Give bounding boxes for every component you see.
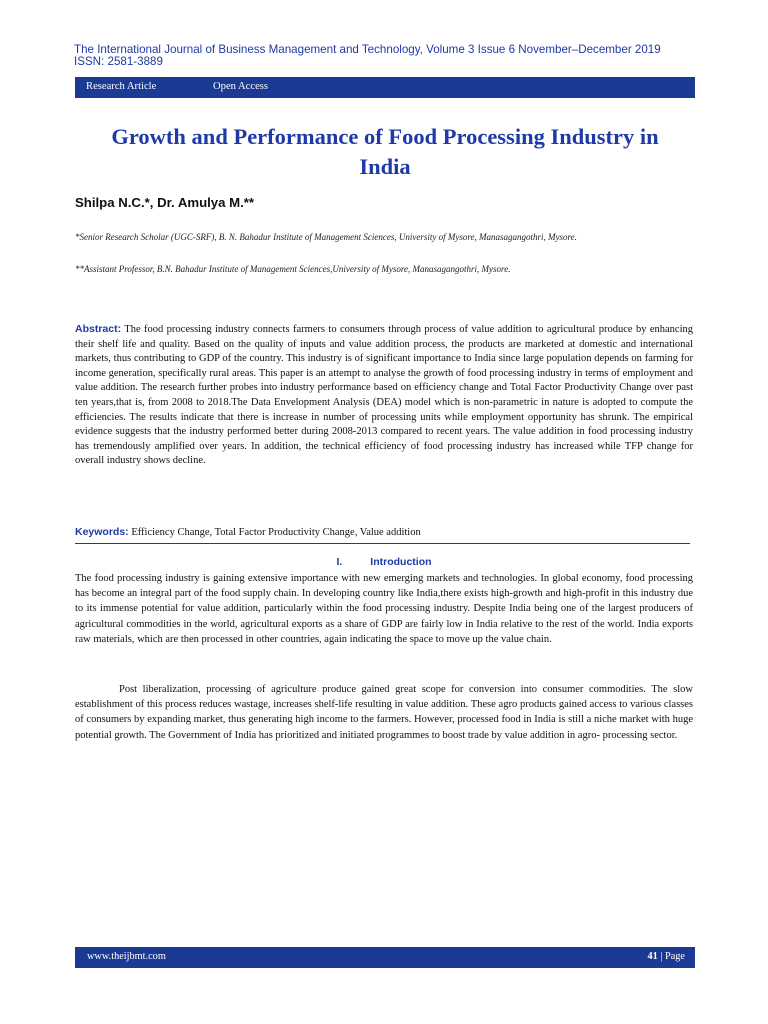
paper-title-line-2: India bbox=[359, 154, 411, 179]
affiliation-2: **Assistant Professor, B.N. Bahadur Institute of Management Sciences,University of Mysore, Manasagangothri, Mysore. bbox=[75, 264, 511, 274]
paper-title-line-1: Growth and Performance of Food Processing Industry in bbox=[111, 124, 659, 149]
open-access-label: Open Access bbox=[213, 81, 269, 92]
keywords-text: Efficiency Change, Total Factor Productivity Change, Value addition bbox=[128, 527, 421, 538]
journal-url: www.theijbmt.com bbox=[87, 951, 166, 962]
journal-citation: The International Journal of Business Management and Technology, Volume 3 Issue 6 November–December 2019 bbox=[74, 43, 661, 56]
keywords bbox=[75, 525, 693, 540]
abstract bbox=[75, 322, 693, 469]
page-label: | Page bbox=[657, 951, 685, 962]
paper-title bbox=[75, 122, 695, 182]
section-heading bbox=[75, 556, 693, 568]
intro-paragraph-2: Post liberalization, processing of agriculture produce gained great scope for conversion into consumer commodities. The slow establishment of this process reduces wastage, increases shelf-life resulting in value addition. These agro products gained access to various classes of consumers by expanding market, thus generating high income to the farmers. However, processed food in India is still a niche market with huge potential growth. The Government of India has prioritized and initiated programmes to boost trade by value addition in agro- processing sector. bbox=[75, 684, 693, 741]
abstract-text: The food processing industry connects farmers to consumers through process of value addition to agricultural produce by enhancing their shelf life and quality. Based on the quality of inputs and value addition process, the products are marketed at domestic and international markets, thus contributing to GDP of the country. This industry is of significant importance to India since large population depends on farming for income generation, specifically rural areas. This paper is an attempt to analyse the growth of food processing industry in terms of employment and value addition. The research further probes into industry performance based on efficiency change and Total Factor Productivity Change over past ten years,that is, from 2008 to 2018.The Data Envelopment Analysis (DEA) model which is non-parametric in nature is adopted to compute the efficiencies. The results indicate that there is increase in number of processing units while employment opportunity has shrunk. The empirical evidence suggests that the industry performed better during 2008-2013 compared to recent years. The value addition in food processing industry has tremendously amplified over years. In addition, the technical efficiency of food processing industry has increased while TFP change for overall industry shows decline. bbox=[75, 324, 693, 467]
research-article-label: Research Article bbox=[86, 81, 157, 92]
footer-bar bbox=[75, 947, 695, 968]
issn: ISSN: 2581-3889 bbox=[74, 55, 163, 68]
section-title: Introduction bbox=[370, 556, 432, 568]
page-number bbox=[647, 951, 685, 962]
article-type-bar bbox=[75, 77, 695, 98]
affiliation-1: *Senior Research Scholar (UGC-SRF), B. N. Bahadur Institute of Management Sciences, University of Mysore, Manasagangothri, Mysore. bbox=[75, 232, 577, 242]
authors: Shilpa N.C.*, Dr. Amulya M.** bbox=[75, 195, 255, 210]
page-number-value: 41 bbox=[647, 951, 658, 962]
keywords-label: Keywords: bbox=[75, 526, 129, 538]
abstract-label: Abstract: bbox=[75, 323, 122, 335]
intro-paragraph-1: The food processing industry is gaining extensive importance with new emerging markets and technologies. In global economy, food processing has become an integral part of the food supply chain. In developing country like India,there exists high-growth and high-profit in this industry due to its immense potential for value addition, particularly within the food processing industry. Despite India being one of the largest producers of agricultural commodities in the world, agricultural exports as a share of GDP are fairly low in India relative to the rest of the world. India exports raw materials, which are then processed in other countries, again indicating the space to move up the value chain. bbox=[75, 573, 693, 645]
section-divider bbox=[75, 543, 690, 544]
section-number: I. bbox=[336, 556, 343, 568]
